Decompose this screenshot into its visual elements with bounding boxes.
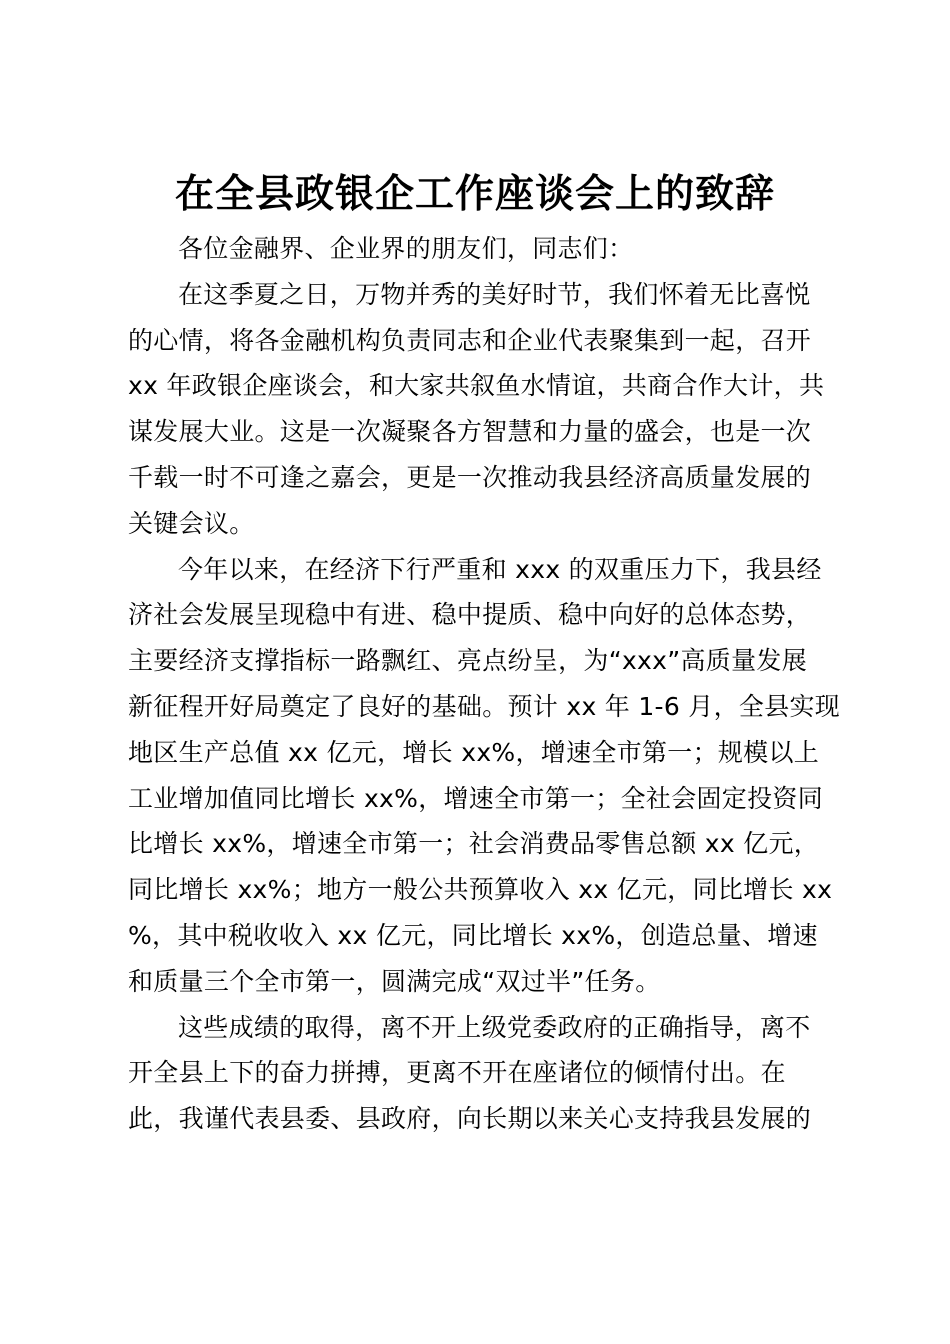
paragraph-2-line: 主要经济支撑指标一路飘红、亮点纷呈，为“xxx”高质量发展: [128, 646, 807, 676]
document-body: [128, 226, 841, 1142]
paragraph-1-line: xx 年政银企座谈会，和大家共叙鱼水情谊，共商合作大计，共: [128, 371, 825, 401]
salutation-line: 各位金融界、企业界的朋友们，同志们：: [178, 234, 634, 263]
paragraph-2-line: 工业增加值同比增长 xx%，增速全市第一；全社会固定投资同: [128, 783, 823, 813]
paragraph-2-line: 今年以来，在经济下行严重和 xxx 的双重压力下，我县经: [178, 554, 822, 584]
paragraph-3-line: 这些成绩的取得，离不开上级党委政府的正确指导，离不: [178, 1012, 811, 1042]
paragraph-1-line: 关键会议。: [128, 508, 255, 538]
paragraph-2-line: 同比增长 xx%；地方一般公共预算收入 xx 亿元，同比增长 xx: [128, 875, 833, 905]
paragraph-2-line: 新征程开好局奠定了良好的基础。预计 xx 年 1-6 月，全县实现: [128, 691, 841, 721]
paragraph-2-line: 地区生产总值 xx 亿元，增长 xx%，增速全市第一；规模以上: [128, 737, 820, 767]
paragraph-3-line: 此，我谨代表县委、县政府，向长期以来关心支持我县发展的: [128, 1104, 812, 1134]
document-title: 在全县政银企工作座谈会上的致辞: [174, 171, 775, 217]
paragraph-2-line: 济社会发展呈现稳中有进、稳中提质、稳中向好的总体态势，: [128, 600, 812, 630]
paragraph-1-line: 千载一时不可逢之嘉会，更是一次推动我县经济高质量发展的: [128, 462, 812, 492]
paragraph-1-line: 在这季夏之日，万物并秀的美好时节，我们怀着无比喜悦: [178, 279, 811, 309]
paragraph-1-line: 的心情，将各金融机构负责同志和企业代表聚集到一起，召开: [128, 325, 812, 355]
paragraph-3-line: 开全县上下的奋力拼搏，更离不开在座诸位的倾情付出。在: [128, 1058, 786, 1088]
paragraph-2-line: 和质量三个全市第一，圆满完成“双过半”任务。: [128, 966, 661, 996]
paragraph-2-line: 比增长 xx%，增速全市第一；社会消费品零售总额 xx 亿元，: [128, 829, 820, 859]
paragraph-1-line: 谋发展大业。这是一次凝聚各方智慧和力量的盛会，也是一次: [128, 417, 812, 447]
paragraph-2-line: %，其中税收收入 xx 亿元，同比增长 xx%，创造总量、增速: [128, 920, 818, 950]
